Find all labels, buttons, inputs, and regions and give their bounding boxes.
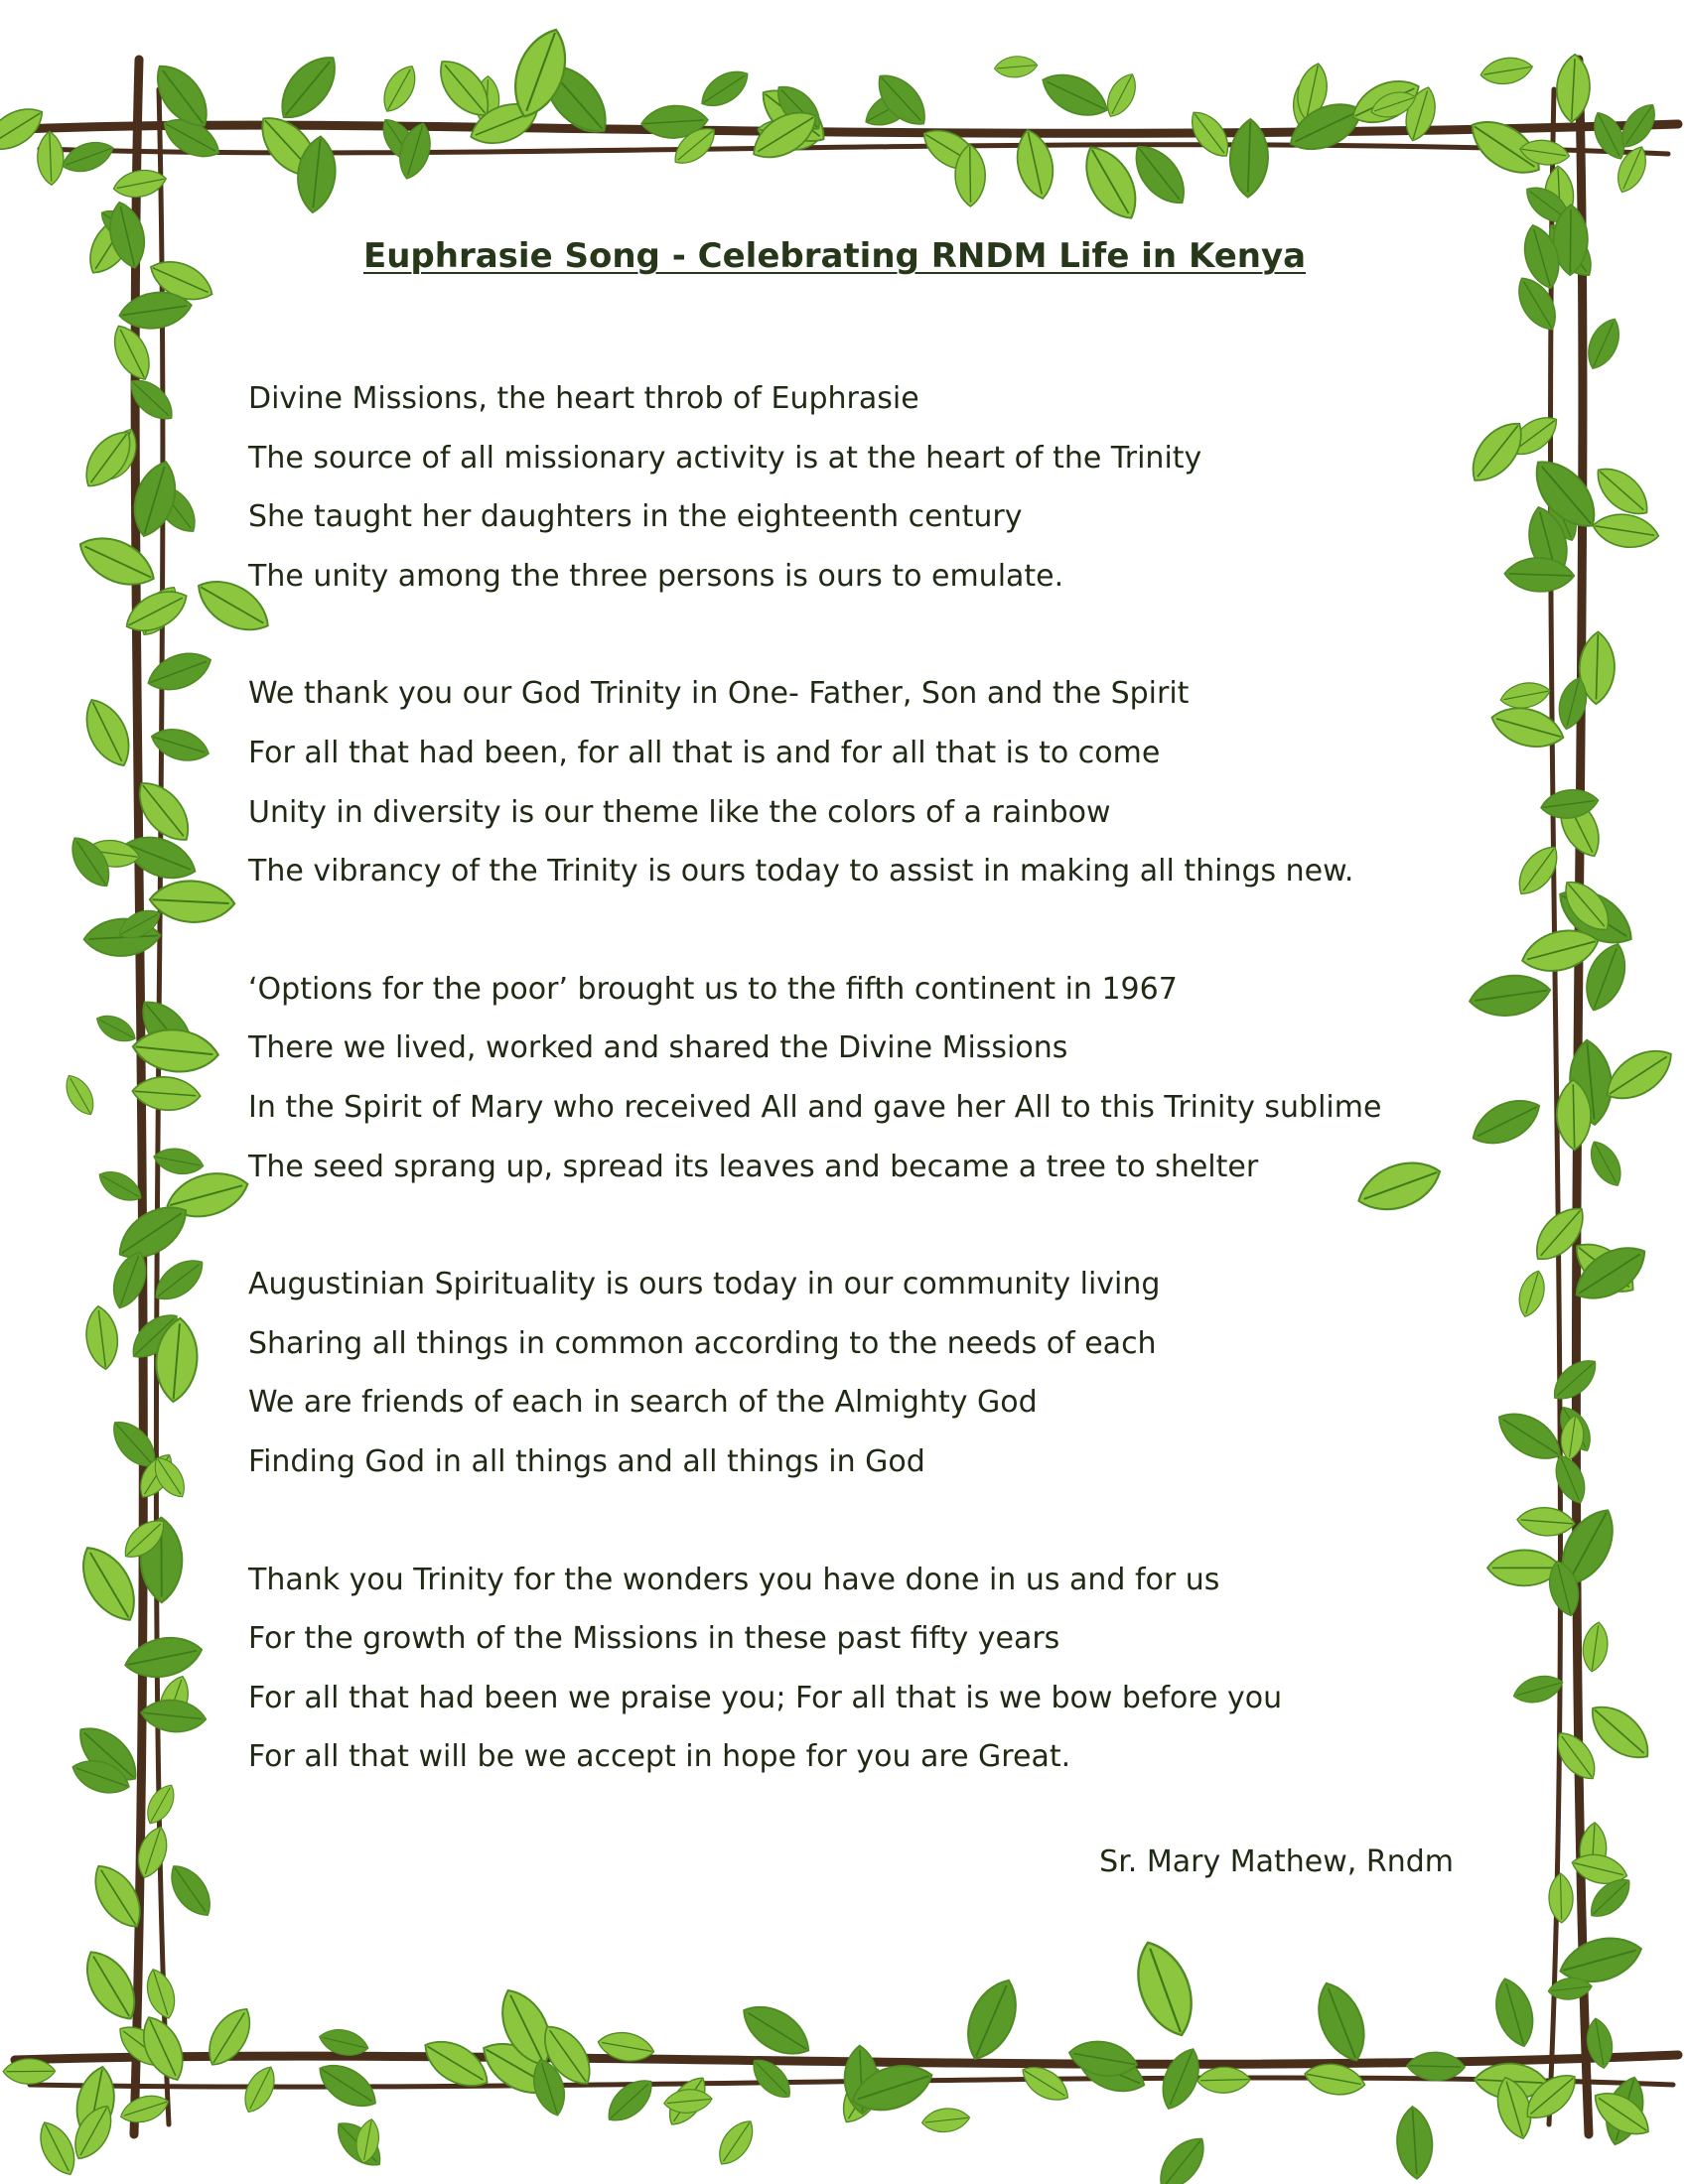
stanza-5	[248, 1551, 1489, 1787]
stanza-2	[248, 664, 1489, 900]
poem-line: The source of all missionary activity is at the heart of the Trinity	[248, 440, 1202, 476]
poem-line: There we lived, worked and shared the Divine Missions	[248, 1030, 1068, 1066]
leaf-icon	[1100, 68, 1143, 121]
poem-line: Thank you Trinity for the wonders you have done in us and for us	[248, 1562, 1220, 1597]
leaf-icon	[376, 61, 423, 118]
leaf-icon	[1126, 1935, 1204, 2044]
author-signature: Sr. Mary Mathew, Rndm	[1099, 1844, 1454, 1879]
page-title: Euphrasie Song - Celebrating RNDM Life in Kenya	[363, 236, 1307, 276]
leaf-icon	[1584, 1136, 1628, 1191]
leaf-icon	[1555, 54, 1592, 123]
leaf-icon	[734, 1994, 818, 2066]
poem-line: Unity in diversity is our theme like the colors of a rainbow	[248, 794, 1111, 830]
leaf-icon	[1150, 2129, 1213, 2184]
stanza-1	[248, 369, 1489, 606]
poem-line: The seed sprang up, spread its leaves and became a tree to shelter	[248, 1149, 1259, 1184]
leaf-icon	[1548, 1873, 1573, 1923]
leaf-icon	[237, 2062, 281, 2117]
leaf-icon	[82, 1304, 120, 1371]
poem-line: Sharing all things in common according to the needs of each	[248, 1325, 1157, 1361]
leaf-icon	[75, 692, 139, 773]
leaf-icon	[1308, 1977, 1375, 2068]
leaf-icon	[1498, 679, 1552, 712]
leaf-icon	[147, 723, 212, 767]
leaf-icon	[1395, 2106, 1435, 2180]
poem-line: For all that had been, for all that is and for all that is to come	[248, 735, 1161, 770]
poem-line: ‘Options for the poor’ brought us to the fifth continent in 1967	[248, 971, 1178, 1007]
leaf-icon	[1036, 65, 1114, 126]
leaf-icon	[1478, 55, 1534, 88]
poem-line: Finding God in all things and all things in God	[248, 1443, 925, 1479]
leaf-icon	[143, 644, 216, 698]
poem-line: The vibrancy of the Trinity is ours today to assist in making all things new.	[248, 854, 1354, 889]
stanza-3	[248, 960, 1489, 1196]
poem-line: We are friends of each in search of the Almighty God	[248, 1385, 1038, 1421]
leaf-icon	[1514, 1268, 1550, 1320]
leaf-icon	[920, 2107, 970, 2134]
leaf-icon	[1487, 700, 1569, 754]
poem-line: The unity among the three persons is ours to emulate.	[248, 558, 1064, 594]
poem-line: We thank you our God Trinity in One- Father, Son and the Spirit	[248, 676, 1190, 712]
leaf-icon	[37, 131, 65, 186]
poem-line: Divine Missions, the heart throb of Euphrasie	[248, 381, 919, 416]
leaf-icon	[1581, 314, 1626, 374]
leaf-icon	[1488, 1975, 1540, 2051]
leaf-icon	[994, 55, 1039, 78]
poem-line: For all that will be we accept in hope for you are Great.	[248, 1739, 1071, 1775]
leaf-icon	[1591, 510, 1661, 552]
leaf-icon	[60, 1070, 100, 1120]
leaf-icon	[71, 526, 162, 596]
leaf-icon	[162, 1858, 219, 1924]
leaf-icon	[269, 46, 348, 129]
poem-line: Augustinian Spirituality is ours today in our community living	[248, 1267, 1161, 1302]
poem-body	[248, 369, 1489, 1845]
poem-line: For all that had been we praise you; For all that is we bow before you	[248, 1680, 1283, 1715]
leaf-icon	[1509, 271, 1565, 337]
leaf-icon	[121, 1631, 205, 1684]
leaf-icon	[139, 1697, 207, 1734]
leaf-icon	[956, 1973, 1028, 2067]
leaf-icon	[199, 2000, 260, 2073]
poem-line: In the Spirit of Mary who received All and gave her All to this Trinity sublime	[248, 1089, 1382, 1125]
poem-line: For the growth of the Missions in these past fifty years	[248, 1621, 1060, 1657]
leaf-icon	[58, 136, 117, 179]
leaf-icon	[600, 2071, 660, 2129]
poem-line: She taught her daughters in the eighteenth century	[248, 499, 1023, 535]
stanza-4	[248, 1255, 1489, 1491]
leaf-icon	[1196, 2067, 1250, 2094]
leaf-icon	[92, 1010, 140, 1048]
leaf-icon	[1516, 1506, 1576, 1538]
leaf-icon	[141, 1966, 181, 2022]
leaf-icon	[117, 2090, 172, 2128]
leaf-icon	[695, 63, 755, 114]
leaf-icon	[1510, 839, 1567, 901]
leaf-icon	[1549, 1450, 1592, 1508]
leaf-icon	[711, 2115, 761, 2171]
leaf-icon	[1580, 1620, 1611, 1673]
